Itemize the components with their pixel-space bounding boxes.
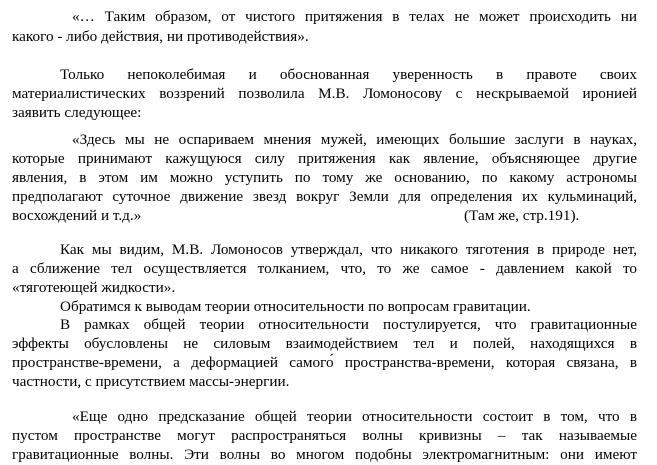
paragraph-4-line-3: пространстве-времени, а деформацией самого́ пространства-времени, которая связана, в [12,354,637,371]
quote-2-line-5-text: восхождений и т.д.» [12,207,142,224]
quote-1-line-1: «… Таким образом, от чистого притяжения в телах не может происходить ни [72,8,637,25]
quote-2-line-5 [12,206,637,226]
quote-3-line-2: пустом пространстве могут распространяться волны кривизны – так называемые [12,427,637,444]
quote-1-line-2: какого - либо действия, ни противодействия». [12,28,309,45]
paragraph-1-line-3: заявить следующее: [12,104,142,121]
paragraph-3-line-1: Обратимся к выводам теории относительности по вопросам гравитации. [60,298,531,315]
paragraph-1-line-2: материалистических воззрений позволила М.В. Ломоносову с нескрываемой иронией [12,85,637,102]
quote-3-line-1: «Еще одно предсказание общей теории относительности состоит в том, что в [72,408,637,425]
paragraph-2-line-1: Как мы видим, М.В. Ломоносов утверждал, что никакого тяготения в природе нет, [60,241,637,258]
paragraph-2-line-3: «тяготеющей жидкости». [12,279,176,296]
quote-2-reference: (Там же, стр.191). [464,207,580,224]
quote-2-line-1: «Здесь мы не оспариваем мнения мужей, имеющих большие заслуги в науках, [72,131,637,148]
paragraph-4-line-1: В рамках общей теории относительности постулируется, что гравитационные [60,316,637,333]
paragraph-4-line-2: эффекты обусловлены не силовым взаимодействием тел и полей, находящихся в [12,335,637,352]
document-page [12,0,637,465]
quote-2-line-3: явления, в этом им можно уступить по тому же основанию, по какому астрономы [12,169,637,186]
quote-2-line-4: предполагают суточное движение звезд вокруг Земли для определения их кульминаций, [12,188,637,205]
quote-3-line-3: гравитационные волны. Эти волны во многом подобны электромагнитным: они имеют [12,446,637,463]
paragraph-2-line-2: а сближение тел осуществляется толканием, что, то же самое - давлением какой то [12,260,637,277]
paragraph-1-line-1: Только непоколебимая и обоснованная уверенность в правоте своих [60,66,637,83]
paragraph-4-line-4: частности, с присутствием массы-энергии. [12,373,290,390]
quote-2-line-2: которые принимают кажущуюся силу притяжения как явление, объясняющее другие [12,150,637,167]
